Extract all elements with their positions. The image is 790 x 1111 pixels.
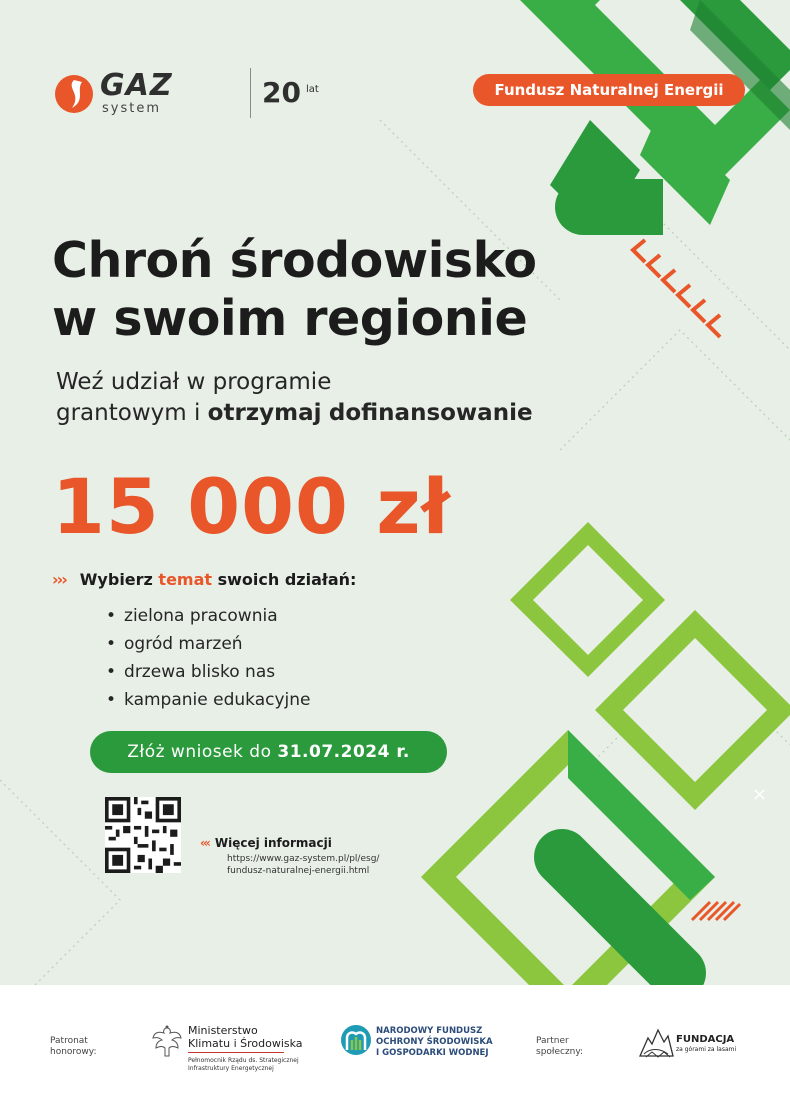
- apply-deadline-button[interactable]: [90, 731, 447, 773]
- patron-label-2: honorowy:: [50, 1047, 97, 1057]
- cross-mark: ×: [752, 784, 768, 805]
- partner-label-1: Partner: [536, 1036, 569, 1046]
- more-info-url-1: https://www.gaz-system.pl/pl/esg/: [227, 854, 380, 864]
- headline: [52, 232, 612, 348]
- logo-word: GAZ: [100, 68, 173, 103]
- mountain-forest-icon: [638, 1026, 674, 1060]
- ministry-name-2: Klimatu i Środowiska: [188, 1037, 303, 1050]
- nfosigw-logo: [340, 1024, 510, 1064]
- ministry-divider: [188, 1052, 284, 1053]
- grant-amount: 15 000 zł: [52, 462, 451, 551]
- list-item: • ogród marzeń: [106, 631, 310, 659]
- list-item: • drzewa blisko nas: [106, 659, 310, 687]
- fund-badge: Fundusz Naturalnej Energii: [473, 74, 745, 106]
- gaz-flame-icon: [52, 72, 96, 116]
- logo-subword: system: [102, 101, 161, 116]
- partner-label-2: społeczny:: [536, 1047, 584, 1057]
- patron-label: [50, 1036, 110, 1058]
- chevron-left-icon: ‹‹‹: [200, 836, 209, 850]
- green-frame-top: [520, 0, 790, 235]
- eagle-emblem-icon: [150, 1024, 184, 1060]
- fundacja-subtitle: za górami za lasami: [676, 1046, 737, 1053]
- chevron-right-icon: ›››: [52, 570, 66, 589]
- cta-date: 31.07.2024 r.: [277, 742, 410, 762]
- fundacja-name: FUNDACJA: [676, 1034, 735, 1045]
- more-info-label: Więcej informacji: [214, 836, 332, 850]
- gaz-system-logo: [52, 68, 242, 118]
- subline-bold-2: dofinansowanie: [328, 400, 533, 426]
- qr-code-icon[interactable]: [105, 797, 181, 873]
- subline-line-1: Weź udział w programie: [56, 369, 332, 395]
- subline-prefix: grantowym i: [56, 400, 208, 426]
- topics-heading: [52, 570, 356, 589]
- headline-line-2: w swoim regionie: [52, 290, 528, 347]
- nfosigw-name: [376, 1026, 516, 1059]
- ministry-sub-2: Infrastruktury Energetycznej: [188, 1065, 274, 1072]
- subline-line-2: [56, 398, 616, 429]
- subline-bold-1: otrzymaj: [207, 400, 322, 426]
- more-info-url-2: fundusz-naturalnej-energii.html: [227, 866, 370, 876]
- nfosigw-emblem-icon: [340, 1024, 372, 1058]
- orange-stripes: [690, 902, 740, 920]
- cta-prefix: Złóż wniosek do: [127, 742, 278, 762]
- patron-label-1: Patronat: [50, 1036, 88, 1046]
- ministry-name: [188, 1024, 328, 1050]
- topics-heading-accent: temat: [158, 570, 213, 589]
- list-item: • zielona pracownia: [106, 603, 310, 631]
- ministry-logo: [148, 1024, 328, 1094]
- nfosigw-line-2: OCHRONY ŚRODOWISKA: [376, 1037, 493, 1047]
- partner-label: [536, 1036, 596, 1058]
- orange-chevrons-top: [633, 240, 720, 337]
- ministry-subtitle: [188, 1057, 328, 1073]
- nfosigw-line-3: I GOSPODARKI WODNEJ: [376, 1048, 489, 1058]
- green-diamond-1: [510, 522, 665, 677]
- fundacja-logo: [638, 1026, 748, 1062]
- more-info-link[interactable]: [227, 853, 447, 877]
- subline: [56, 367, 616, 429]
- logo-divider: [250, 68, 251, 118]
- ministry-name-1: Ministerstwo: [188, 1024, 258, 1037]
- topics-heading-suffix: swoich działań:: [212, 570, 357, 589]
- anniversary-unit: lat: [306, 84, 319, 95]
- anniversary-logo: [262, 76, 332, 116]
- ministry-sub-1: Pełnomocnik Rządu ds. Strategicznej: [188, 1057, 299, 1064]
- nfosigw-line-1: NARODOWY FUNDUSZ: [376, 1026, 483, 1036]
- topics-list: [106, 603, 310, 715]
- list-item: • kampanie edukacyjne: [106, 687, 310, 715]
- anniversary-number: 20: [262, 76, 301, 109]
- topics-heading-prefix: Wybierz: [79, 570, 159, 589]
- more-info-heading: [200, 836, 332, 850]
- headline-line-1: Chroń środowisko: [52, 232, 537, 289]
- subline-space: [322, 400, 329, 426]
